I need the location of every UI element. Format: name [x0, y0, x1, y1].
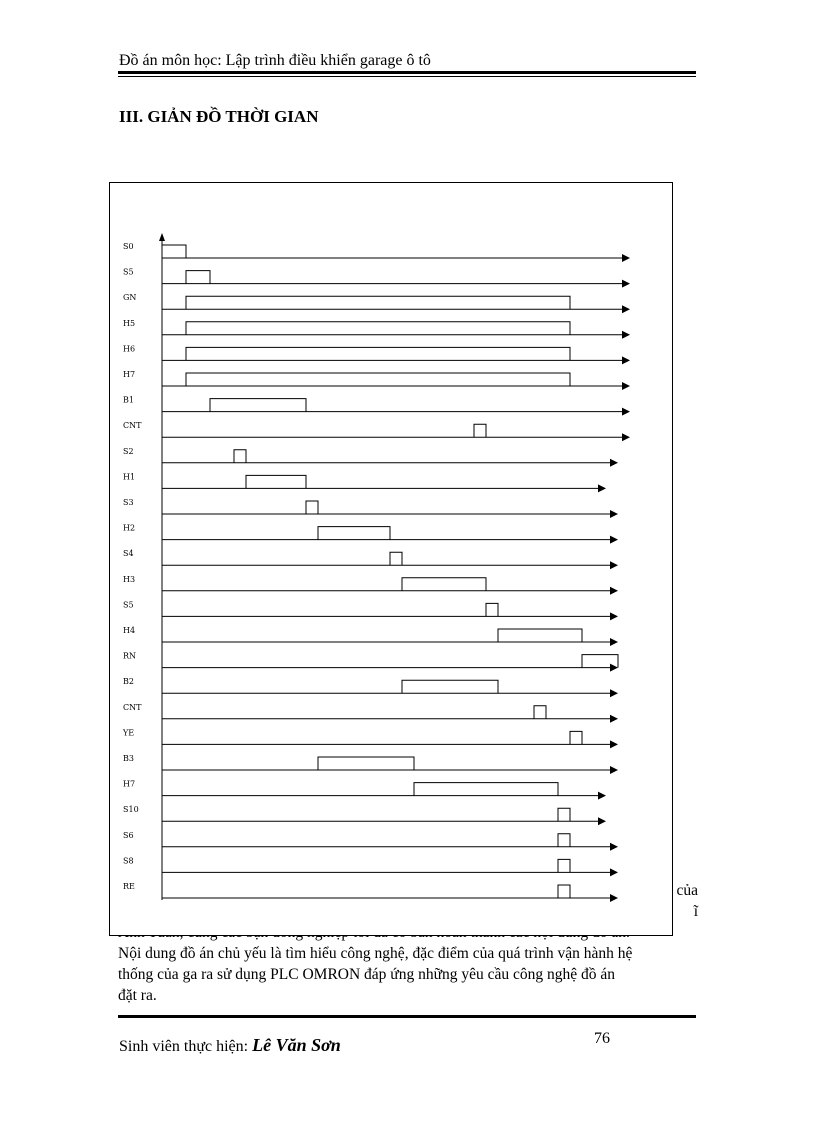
signal-label: H1	[123, 472, 136, 482]
footer-author	[119, 1035, 341, 1056]
paragraph-line-4: Nội dung đồ án chủ yếu là tìm hiểu công nghệ, đặc điểm của quá trình vận hành hệ	[118, 945, 633, 962]
page-header-title: Đồ án môn học: Lập trình điều khiển garage ô tô	[119, 52, 431, 69]
signal-label: RN	[123, 651, 137, 661]
signal-pulse	[234, 450, 246, 463]
footer-label: Sinh viên thực hiện:	[119, 1038, 253, 1055]
signal-label: H4	[123, 626, 136, 635]
signal-label: H7	[123, 779, 136, 789]
signal-arrowhead	[598, 792, 606, 800]
signal-pulse	[186, 322, 570, 335]
signal-label: S6	[123, 830, 134, 840]
signal-arrowhead	[610, 587, 618, 595]
signal-pulse	[402, 578, 486, 591]
signal-arrowhead	[622, 382, 630, 390]
header-rule-thin	[118, 76, 696, 77]
signal-arrowhead	[610, 715, 618, 723]
signal-arrowhead	[598, 817, 606, 825]
signal-label: S8	[123, 856, 134, 866]
signal-pulse	[186, 271, 210, 284]
signal-label: H3	[123, 574, 136, 584]
signal-label: S3	[123, 498, 134, 507]
signal-pulse	[318, 757, 414, 770]
signal-pulse	[570, 731, 582, 744]
signal-label: GN	[123, 293, 137, 303]
signal-arrowhead	[622, 433, 630, 441]
signal-arrowhead	[610, 638, 618, 646]
signal-pulse	[558, 808, 570, 821]
header-rule	[118, 71, 696, 74]
section-title: III. GIẢN ĐỒ THỜI GIAN	[119, 107, 319, 126]
signal-pulse	[306, 501, 318, 514]
signal-arrowhead	[610, 536, 618, 544]
signal-arrowhead	[622, 280, 630, 288]
signal-label: S5	[123, 267, 134, 277]
signal-label: S10	[123, 805, 139, 815]
vertical-axis-arrowhead	[159, 233, 165, 241]
timing-diagram-canvas	[110, 183, 672, 935]
signal-pulse	[486, 603, 498, 616]
signal-label: RE	[123, 882, 135, 891]
signal-pulse	[498, 629, 582, 642]
signal-pulse	[402, 680, 498, 693]
signal-arrowhead	[622, 254, 630, 262]
signal-arrowhead	[622, 356, 630, 364]
signal-arrowhead	[610, 843, 618, 851]
signal-arrowhead	[610, 561, 618, 569]
signal-arrowhead	[610, 689, 618, 697]
signal-label: S5	[123, 600, 134, 610]
signal-label: S4	[123, 549, 134, 559]
paragraph-line-1-tail: của	[676, 882, 698, 899]
signal-label: H7	[123, 370, 136, 379]
signal-arrowhead	[622, 305, 630, 313]
signal-label: B3	[123, 754, 134, 763]
signal-pulse	[186, 373, 570, 386]
signal-label: H6	[123, 344, 136, 354]
signal-arrowhead	[610, 868, 618, 876]
signal-arrowhead	[610, 510, 618, 518]
paragraph-line-6: đặt ra.	[118, 987, 157, 1004]
signal-pulse	[246, 475, 306, 488]
signal-pulse	[390, 552, 402, 565]
signal-arrowhead	[622, 408, 630, 416]
footer-rule	[118, 1015, 696, 1018]
signal-arrowhead	[610, 664, 618, 672]
signal-arrowhead	[622, 331, 630, 339]
signal-pulse	[318, 527, 390, 540]
signal-pulse	[558, 834, 570, 847]
signal-label: H2	[123, 523, 136, 533]
paragraph-line-5: thống của ga ra sử dụng PLC OMRON đáp ứng những yêu cầu công nghệ đồ án	[118, 966, 616, 983]
signal-pulse	[186, 296, 570, 309]
signal-arrowhead	[610, 740, 618, 748]
signal-label: CNT	[123, 421, 142, 431]
signal-label: CNT	[123, 702, 142, 712]
signal-pulse	[414, 783, 558, 796]
signal-pulse	[534, 706, 546, 719]
signal-label: S0	[123, 242, 134, 251]
signal-label: YE	[123, 728, 135, 738]
signal-label: S2	[123, 446, 134, 456]
signal-label: B1	[123, 395, 134, 405]
page-number: 76	[594, 1030, 610, 1047]
signal-pulse	[558, 859, 570, 872]
signal-label: H5	[123, 318, 136, 328]
author-name: Lê Văn Sơn	[252, 1035, 341, 1055]
signal-pulse	[210, 399, 306, 412]
signal-pulse	[186, 347, 570, 360]
timing-diagram	[109, 182, 673, 936]
signal-arrowhead	[610, 766, 618, 774]
signal-arrowhead	[598, 484, 606, 492]
signal-arrowhead	[610, 459, 618, 467]
signal-arrowhead	[610, 612, 618, 620]
signal-label: B2	[123, 677, 134, 687]
signal-pulse	[162, 245, 186, 258]
signal-arrowhead	[610, 894, 618, 902]
signal-pulse	[474, 424, 486, 437]
signal-pulse	[558, 885, 570, 898]
paragraph-line-2-tail: ĩ	[693, 903, 698, 920]
